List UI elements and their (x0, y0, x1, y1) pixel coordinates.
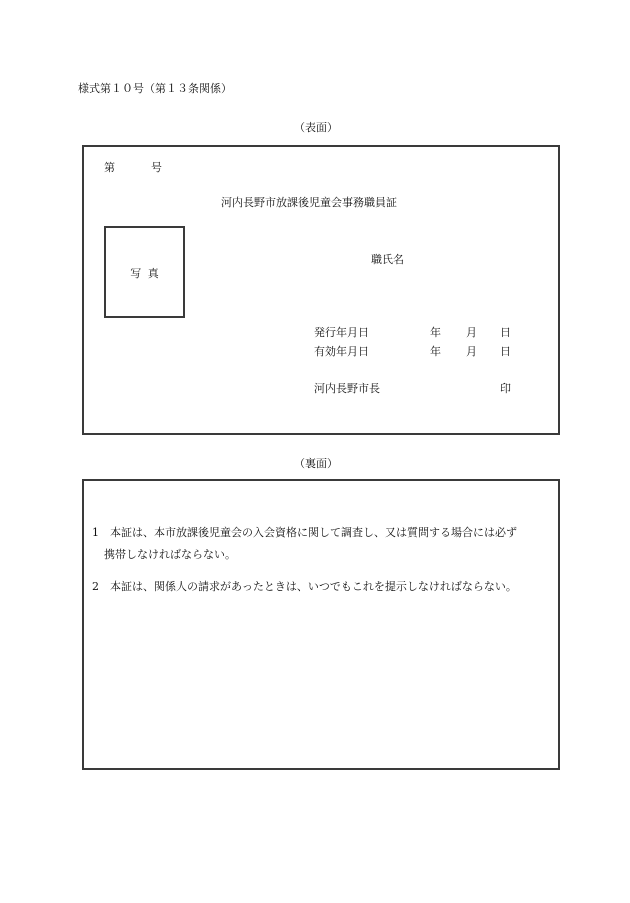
front-heading: （表面） (294, 121, 338, 134)
back-item-1 (92, 522, 552, 566)
expiry-date-row (314, 343, 524, 357)
expiry-month: 月 (466, 345, 477, 358)
id-card-back (82, 479, 560, 770)
card-number-prefix: 第 (104, 161, 115, 174)
issue-month: 月 (466, 326, 477, 339)
back-heading: （裏面） (294, 457, 338, 470)
item-text-line2: 携帯しなければならない。 (104, 548, 236, 561)
issuer-label: 河内長野市長 (314, 382, 380, 395)
card-title: 河内長野市放課後児童会事務職員証 (221, 196, 397, 209)
item-number: 1 (92, 526, 99, 539)
form-title: 様式第１０号（第１３条関係） (78, 82, 232, 95)
item-number: 2 (92, 580, 99, 593)
issue-day: 日 (500, 326, 511, 339)
seal-mark: 印 (500, 382, 511, 395)
expiry-date-label: 有効年月日 (314, 345, 369, 358)
card-number-suffix: 号 (151, 161, 162, 174)
expiry-day: 日 (500, 345, 511, 358)
photo-box (104, 226, 185, 318)
id-card-front (82, 145, 560, 435)
issue-year: 年 (430, 326, 441, 339)
back-item-2 (92, 576, 552, 598)
photo-label: 写真 (130, 267, 166, 280)
item-text-line1: 本証は、関係人の請求があったときは、いつでもこれを提示しなければならない。 (110, 580, 517, 593)
item-text-line1: 本証は、本市放課後児童会の入会資格に関して調査し、又は質問する場合には必ず (110, 526, 517, 539)
issue-date-row (314, 324, 524, 338)
issue-date-label: 発行年月日 (314, 326, 369, 339)
expiry-year: 年 (430, 345, 441, 358)
name-label: 職氏名 (371, 253, 404, 266)
